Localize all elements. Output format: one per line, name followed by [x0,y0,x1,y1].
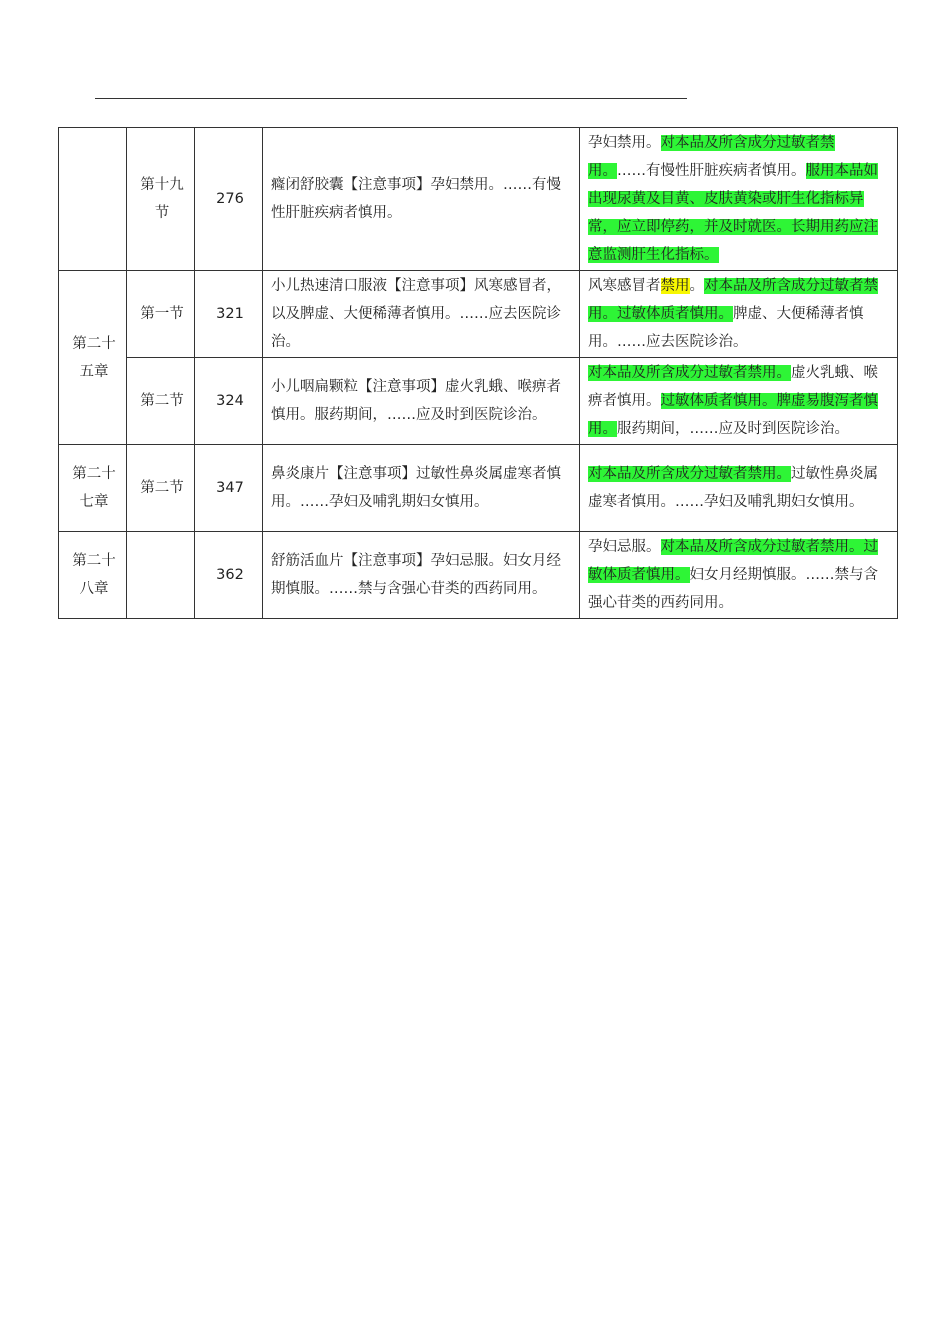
table-row [59,128,898,271]
original-text-cell: 舒筋活血片【注意事项】孕妇忌服。妇女月经期慎服。……禁与含强心苷类的西药同用。 [263,532,580,619]
revised-segment: 对本品及所含成分过敏者禁用。 [588,135,835,179]
revised-text-cell [580,271,898,358]
revised-segment: 妇女月经期慎服。……禁与含强心苷类的西药同用。 [588,567,878,611]
chapter-cell [59,128,127,271]
page-cell: 276 [195,128,263,271]
revised-segment: 对本品及所含成分过敏者禁用。过敏体质者慎用。 [588,539,878,583]
original-text-cell: 鼻炎康片【注意事项】过敏性鼻炎属虚寒者慎用。……孕妇及哺乳期妇女慎用。 [263,445,580,532]
revised-segment: 风寒感冒者 [588,278,661,294]
original-text-cell: 小儿热速清口服液【注意事项】风寒感冒者，以及脾虚、大便稀薄者慎用。……应去医院诊治。 [263,271,580,358]
section-cell: 第二节 [127,358,195,445]
revised-segment: 虚火乳蛾、喉痹者慎用。 [588,365,878,409]
revised-segment: 。 [689,278,704,294]
section-cell [127,532,195,619]
revised-segment: 孕妇禁用。 [588,135,661,151]
original-text-cell: 小儿咽扁颗粒【注意事项】虚火乳蛾、喉痹者慎用。服药期间，……应及时到医院诊治。 [263,358,580,445]
header-rule [95,98,687,99]
revised-text-cell [580,445,898,532]
table-row [59,271,898,358]
page-cell: 362 [195,532,263,619]
revised-segment: 对本品及所含成分过敏者禁用。 [588,466,791,482]
page-cell: 347 [195,445,263,532]
revised-text-cell [580,358,898,445]
section-cell: 第二节 [127,445,195,532]
revised-segment: 过敏性鼻炎属虚寒者慎用。……孕妇及哺乳期妇女慎用。 [588,466,878,510]
chapter-cell: 第二十七章 [59,445,127,532]
chapter-cell: 第二十五章 [59,271,127,445]
table-row [59,532,898,619]
revised-segment: 脾虚、大便稀薄者慎用。……应去医院诊治。 [588,306,864,350]
revised-segment: 服用本品如出现尿黄及目黄、皮肤黄染或肝生化指标异常，应立即停药，并及时就医。长期用药应注意监测肝生化指标。 [588,163,878,263]
original-text-cell: 癃闭舒胶囊【注意事项】孕妇禁用。……有慢性肝脏疾病者慎用。 [263,128,580,271]
revised-segment: 孕妇忌服。 [588,539,661,555]
chapter-cell: 第二十八章 [59,532,127,619]
page-cell: 321 [195,271,263,358]
section-cell: 第十九节 [127,128,195,271]
table-row [59,445,898,532]
revised-segment: 禁用 [660,278,690,294]
revised-segment: 过敏体质者慎用。脾虚易腹泻者慎用。 [588,393,878,437]
revision-table [58,127,898,619]
page-cell: 324 [195,358,263,445]
section-cell: 第一节 [127,271,195,358]
revised-segment: 服药期间，……应及时到医院诊治。 [617,421,849,437]
table-row [59,358,898,445]
revised-segment: 对本品及所含成分过敏者禁用。 [588,365,791,381]
revised-text-cell [580,532,898,619]
revised-segment: ……有慢性肝脏疾病者慎用。 [617,163,806,179]
revised-segment: 对本品及所含成分过敏者禁用。过敏体质者慎用。 [588,278,878,322]
revised-text-cell [580,128,898,271]
